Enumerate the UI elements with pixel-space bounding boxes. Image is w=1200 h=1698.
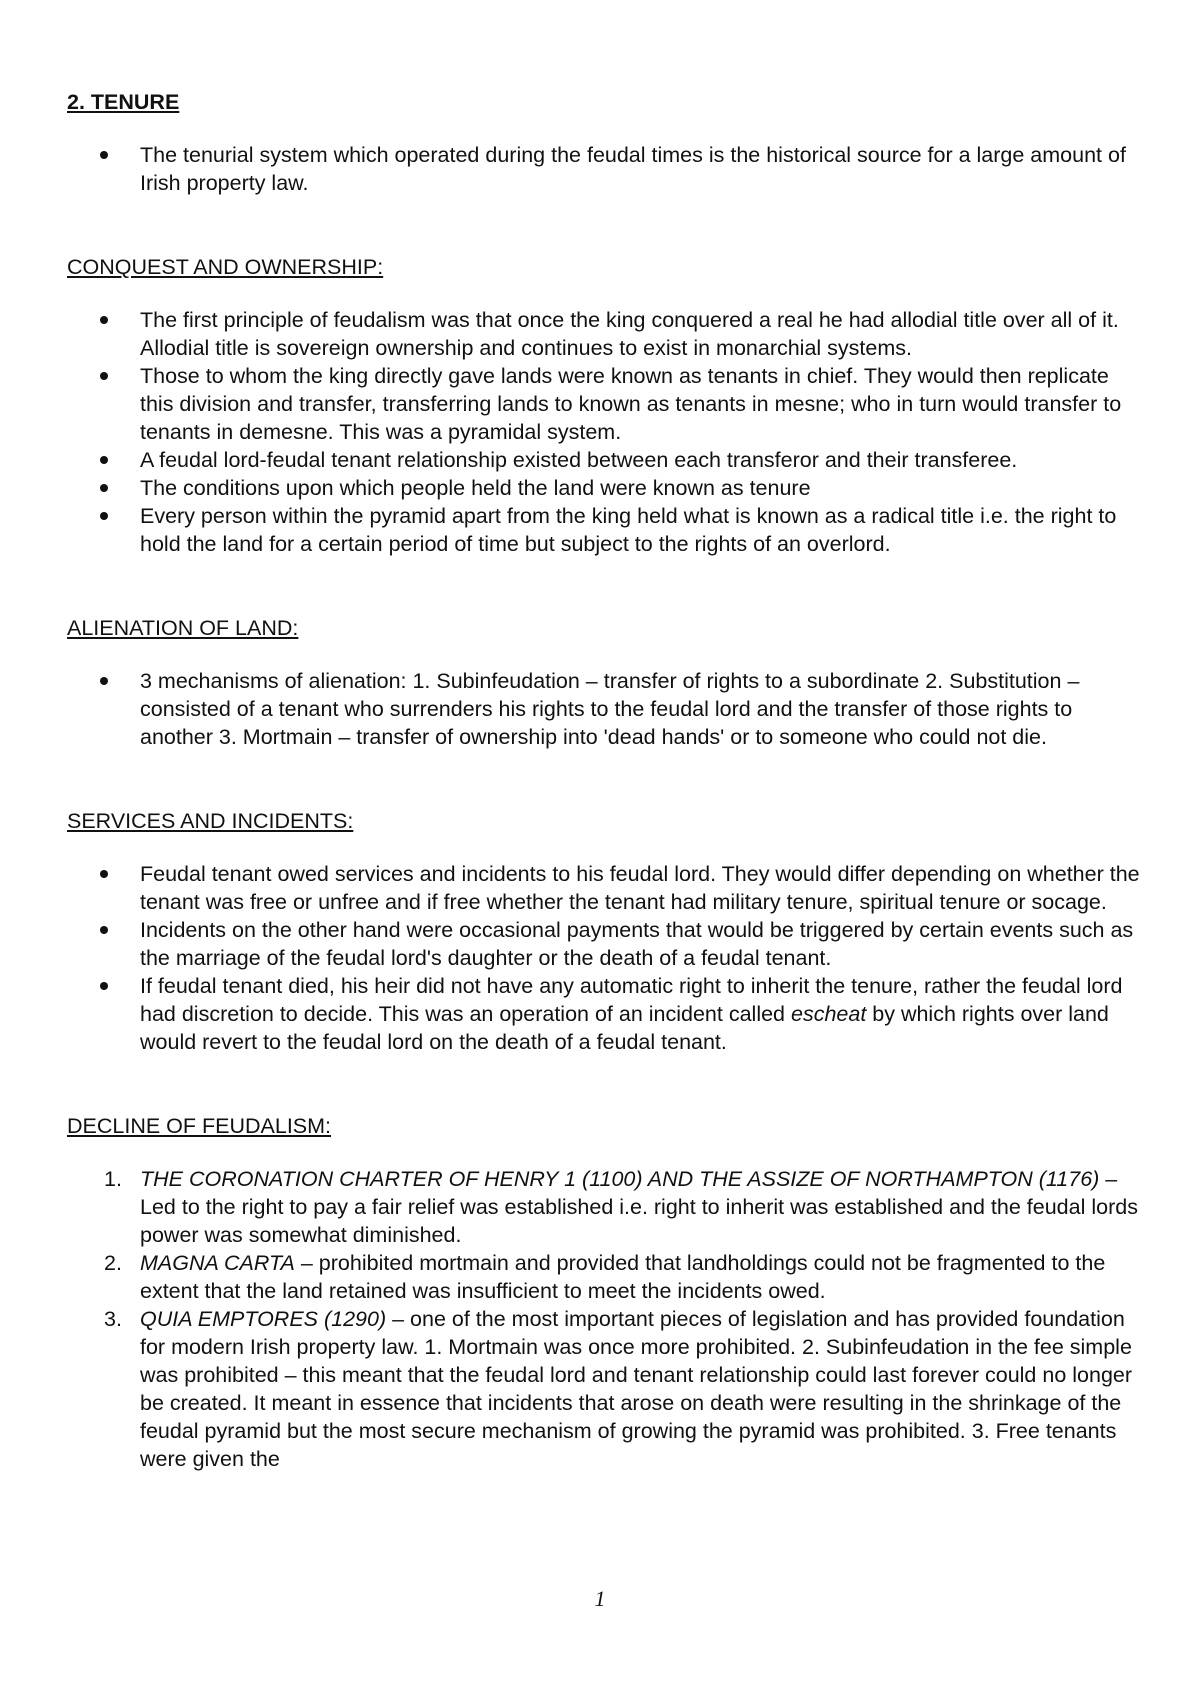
conquest-list (67, 306, 1147, 558)
item-number: 1. (104, 1167, 122, 1191)
services-list (67, 860, 1147, 1056)
bullet-icon (100, 916, 110, 944)
bullet-icon (100, 972, 110, 1000)
heading-conquest: CONQUEST AND OWNERSHIP: (67, 255, 384, 279)
item-number: 2. (104, 1251, 122, 1275)
bullet-icon (100, 141, 110, 169)
list-item: Every person within the pyramid apart from the king held what is known as a radical title i.e. the right to hold the land for a certain period of time but subject to the rights of an overlord. (67, 502, 1147, 558)
section-title: 2. TENURE (67, 90, 180, 114)
escheat-term: escheat (790, 1002, 867, 1026)
heading-decline: DECLINE OF FEUDALISM: (67, 1114, 332, 1138)
bullet-icon (100, 306, 110, 334)
alienation-list (67, 667, 1147, 751)
page-number: 1 (594, 1586, 606, 1611)
list-item: Feudal tenant owed services and incidents to his feudal lord. They would differ depending on whether the tenant was free or unfree and if free whether the tenant had military tenure, spiritual tenure or socage. (67, 860, 1147, 916)
document-body (67, 88, 1147, 1473)
bullet-icon (100, 860, 110, 888)
bullet-icon (100, 667, 110, 695)
list-item: 1. THE CORONATION CHARTER OF HENRY 1 (1100) AND THE ASSIZE OF NORTHAMPTON (1176) – Led to the right to pay a fair relief was established i.e. right to inherit was established and the feudal lords power was somewhat diminished. (104, 1167, 1138, 1247)
list-item: 3 mechanisms of alienation: 1. Subinfeudation – transfer of rights to a subordinate 2. Substitution – consisted of a tenant who surrenders his rights to the feudal lord and the transfer of those rights to another 3. Mortmain – transfer of ownership into 'dead hands' or to someone who could not die. (67, 667, 1147, 751)
list-item: The conditions upon which people held the land were known as tenure (67, 474, 1147, 502)
heading-alienation: ALIENATION OF LAND: (67, 616, 299, 640)
bullet-icon (100, 362, 110, 390)
bullet-icon (100, 446, 110, 474)
list-item: Those to whom the king directly gave lands were known as tenants in chief. They would then replicate this division and transfer, transferring lands to known as tenants in mesne; who in turn would transfer to tenants in demesne. This was a pyramidal system. (67, 362, 1147, 446)
decline-list (67, 1165, 1147, 1473)
bullet-icon (100, 502, 110, 530)
list-item: A feudal lord-feudal tenant relationship existed between each transferor and their transferee. (67, 446, 1147, 474)
list-item: The first principle of feudalism was that once the king conquered a real he had allodial title over all of it. Allodial title is sovereign ownership and continues to exist in monarchial systems. (67, 306, 1147, 362)
heading-services: SERVICES AND INCIDENTS: (67, 809, 354, 833)
item-number: 3. (104, 1307, 122, 1331)
list-item: 3. QUIA EMPTORES (1290) – one of the most important pieces of legislation and has provided foundation for modern Irish property law. 1. Mortmain was once more prohibited. 2. Subinfeudation in the fee simple was prohibited – this meant that the feudal lord and tenant relationship could last forever could no longer be created. It meant in essence that incidents that arose on death were resulting in the shrinkage of the feudal pyramid but the most secure mechanism of growing the pyramid was prohibited. 3. Free tenants were given the (104, 1307, 1133, 1471)
list-item: Incidents on the other hand were occasional payments that would be triggered by certain events such as the marriage of the feudal lord's daughter or the death of a feudal tenant. (67, 916, 1147, 972)
list-item: The tenurial system which operated during the feudal times is the historical source for a large amount of Irish property law. (67, 141, 1147, 197)
intro-list (67, 141, 1147, 197)
bullet-icon (100, 474, 110, 502)
list-item: If feudal tenant died, his heir did not have any automatic right to inherit the tenure, rather the feudal lord had discretion to decide. This was an operation of an incident called escheat by which rights over land would revert to the feudal lord on the death of a feudal tenant. (67, 972, 1147, 1056)
list-item: 2. MAGNA CARTA – prohibited mortmain and provided that landholdings could not be fragmented to the extent that the land retained was insufficient to meet the incidents owed. (104, 1251, 1106, 1303)
